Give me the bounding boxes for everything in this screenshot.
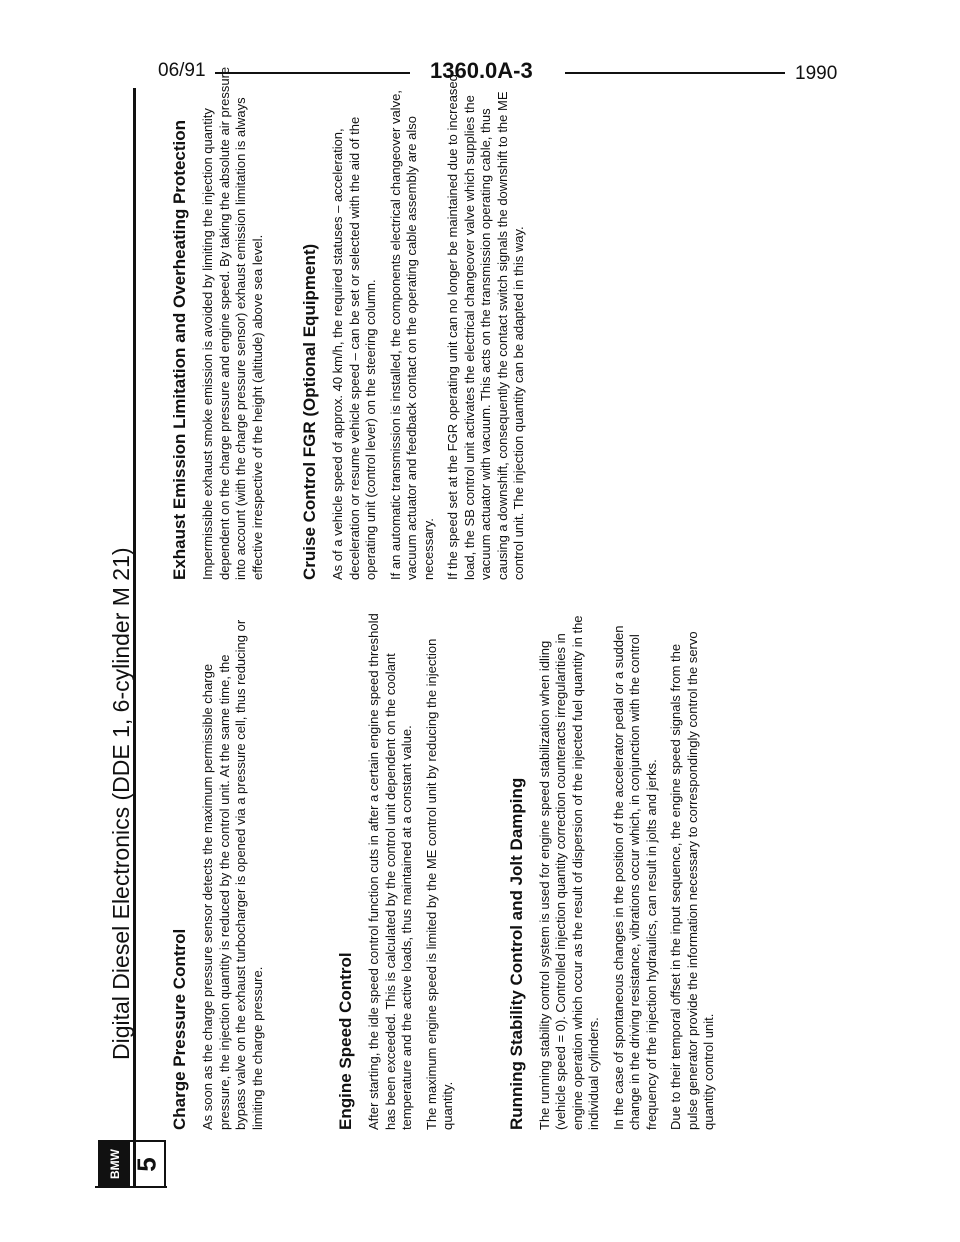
- section-paragraph: After starting, the idle speed control function cuts in after a certain engine speed threshold has been exceeded. This is calculated by the control unit dependent on the coolant temperature and the active loads, thus maintained at a constant value.: [366, 613, 414, 1130]
- badge-brand: BMW: [100, 1142, 130, 1186]
- section-paragraph: As of a vehicle speed of approx. 40 km/h, the required statuses – acceleration, deceleration or resume vehicle speed – can be set or selected with the aid of the operating unit (control lever) on the steering column.: [330, 116, 378, 580]
- header-document-code: 1360.0A-3: [430, 58, 533, 83]
- section-paragraph: If an automatic transmission is installed, the components electrical changeover valve, vacuum actuator and feedback contact on the operating cable assembly are also necessary.: [387, 90, 436, 580]
- section-exhaust-emission-limitation: [170, 60, 266, 580]
- section-paragraph: If the speed set at the FGR operating unit can no longer be maintained due to increased load, the SB control unit activates the electrical changeover valve which supplies the vacuum actuator with vacuum. This acts on the transmission operating cable, thus causing a downshift, consequently the contact switch signals the downshift to the ME control unit. The injection quantity can be adapted in this way.: [445, 74, 526, 580]
- section-cruise-control: [300, 60, 528, 580]
- section-paragraph: Due to their temporal offset in the input sequence, the engine speed signals from the pulse generator provide the information necessary to correspondingly control the servo quantity control unit.: [668, 631, 716, 1130]
- section-paragraph: As soon as the charge pressure sensor detects the maximum permissible charge pressure, the injection quantity is reduced by the control unit. At the same time, the bypass valve on the exhaust turbocharger is opened via a pressure cell, thus reducing or limiting the charge pressure.: [200, 619, 265, 1130]
- right-column: [170, 60, 562, 580]
- section-paragraph: The maximum engine speed is limited by the ME control unit by reducing the injection quantity.: [423, 638, 455, 1130]
- section-paragraph: The running stability control system is used for engine speed stabilization when idling (vehicle speed = 0). Controlled injection quantity correction counteracts irregularities in engine operation which occur as the result of dispersion of the injected fuel quantity in the individual cylinders.: [536, 615, 601, 1130]
- section-heading: Exhaust Emission Limitation and Overheating Protection: [170, 119, 189, 580]
- section-paragraph: In the case of spontaneous changes in the position of the accelerator pedal or a sudden change in the driving resistance, vibrations occur which, in conjunction with the control frequency of the injection hydraulics, can result in jolts and jerks.: [610, 625, 659, 1130]
- header-year: 1990: [795, 63, 838, 84]
- section-charge-pressure-control: [170, 610, 266, 1130]
- bmw-series-badge: [98, 1140, 166, 1188]
- section-heading: Engine Speed Control: [336, 952, 355, 1130]
- section-heading: Cruise Control FGR (Optional Equipment): [300, 243, 319, 580]
- section-running-stability-control: [507, 610, 718, 1130]
- badge-series-number: 5: [131, 1156, 162, 1172]
- section-heading: Charge Pressure Control: [170, 928, 189, 1130]
- header-date: 06/91: [158, 60, 206, 81]
- section-engine-speed-control: [336, 610, 457, 1130]
- document-title: Digital Diesel Electronics (DDE 1, 6-cylinder M 21): [108, 547, 134, 1060]
- section-paragraph: Impermissible exhaust smoke emission is avoided by limiting the injection quantity dependent on the charge pressure and engine speed. By taking the absolute air pressure into account (with the charge pressure sensor) exhaust emission limitation is always effective irrespective of the height (altitude) above sea level.: [200, 66, 265, 580]
- section-heading: Running Stability Control and Jolt Damping: [506, 777, 526, 1130]
- rotated-page-content: [100, 40, 820, 1140]
- left-column: [170, 610, 752, 1130]
